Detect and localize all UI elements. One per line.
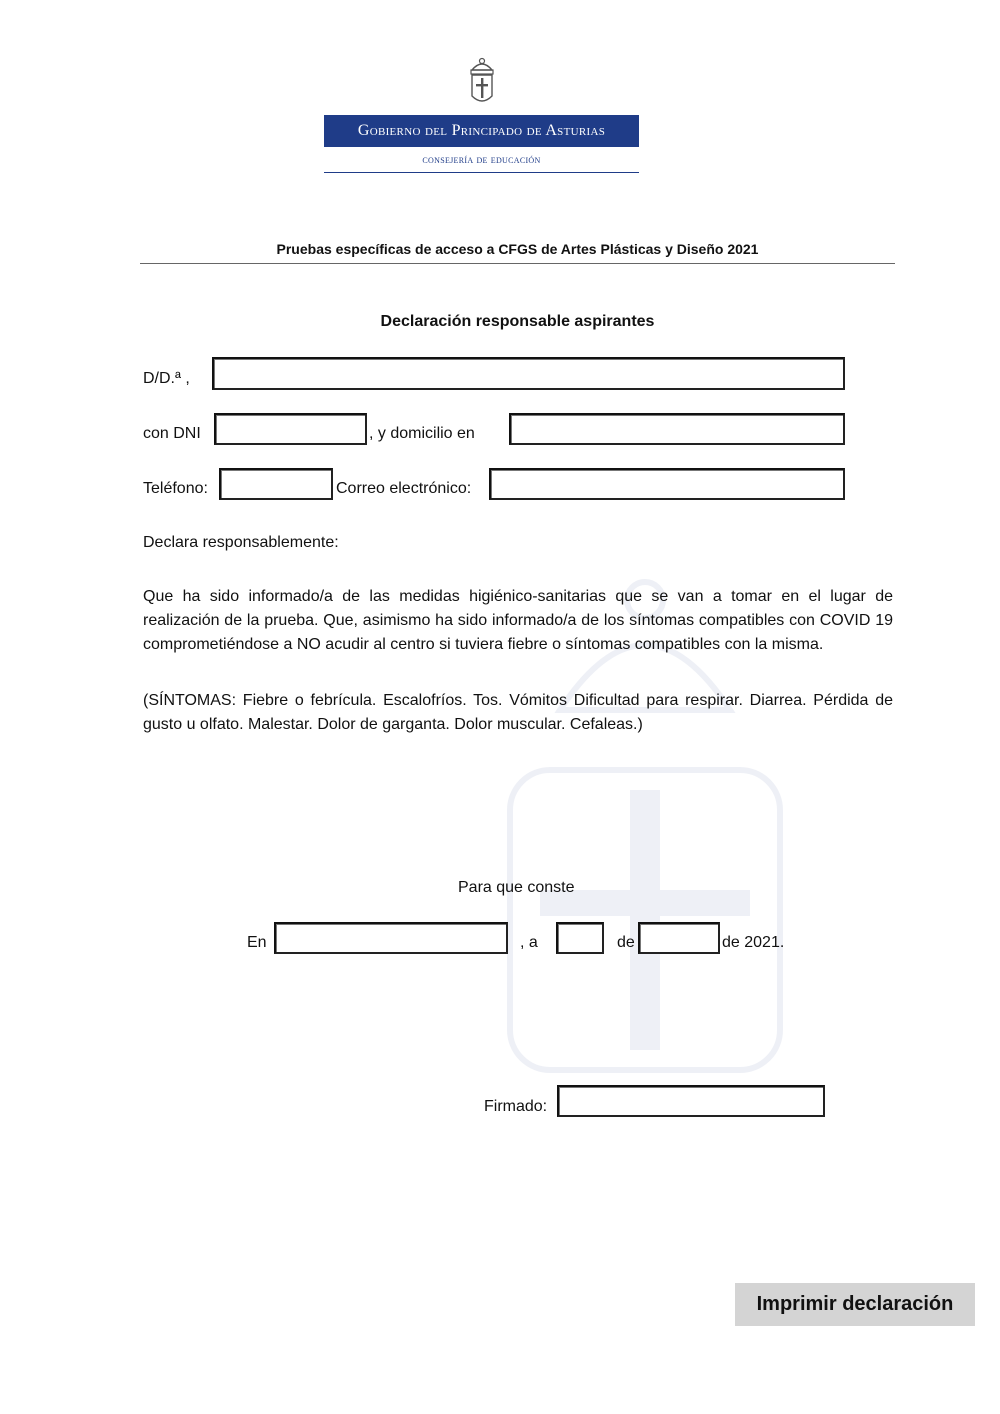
email-label: Correo electrónico: [336,480,472,497]
department-underline [324,172,639,173]
crest-icon [466,56,498,106]
signed-label: Firmado: [484,1098,548,1115]
government-banner: Gobierno del Principado de Asturias [324,115,639,147]
address-label: , y domicilio en [369,425,475,442]
month-field[interactable] [638,922,720,954]
place-field[interactable] [274,922,508,954]
name-field[interactable] [212,357,845,390]
dni-label: con DNI [143,425,201,442]
email-field[interactable] [489,468,845,500]
dni-field[interactable] [214,413,367,445]
day-field[interactable] [556,922,604,954]
form-title: Declaración responsable aspirantes [380,313,655,330]
department-label: consejería de educación [422,154,541,166]
place-label: En [247,934,267,951]
exam-subtitle: Pruebas específicas de acceso a CFGS de Artes Plásticas y Diseño 2021 [276,241,759,257]
declaration-paragraph: Que ha sido informado/a de las medidas higiénico-sanitarias que se van a tomar en el lugar de realización de la prueba. Que, asimismo ha sido informado/a de los síntomas compatibles con COVID 19 comprometiéndose a NO acudir al centro si tuviera fiebre o síntomas compatibles con la misma. [143,588,893,653]
year-label: de 2021. [722,934,785,951]
symptoms-paragraph: (SÍNTOMAS: Fiebre o febrícula. Escalofríos. Tos. Vómitos Dificultad para respirar. Diarrea. Pérdida de gusto u olfato. Malestar. Dolor de garganta. Dolor muscular. Cefaleas.) [143,692,893,733]
print-declaration-button[interactable]: Imprimir declaración [735,1283,975,1326]
signature-field[interactable] [557,1085,825,1117]
address-field[interactable] [509,413,845,445]
month-label: de [617,934,635,951]
name-label: D/D.ª , [143,370,190,387]
para-que-conste: Para que conste [458,879,575,896]
phone-field[interactable] [219,468,333,500]
day-label: , a [520,934,538,951]
subtitle-divider [140,263,895,264]
phone-label: Teléfono: [143,480,208,497]
declares-heading: Declara responsablemente: [143,534,339,551]
